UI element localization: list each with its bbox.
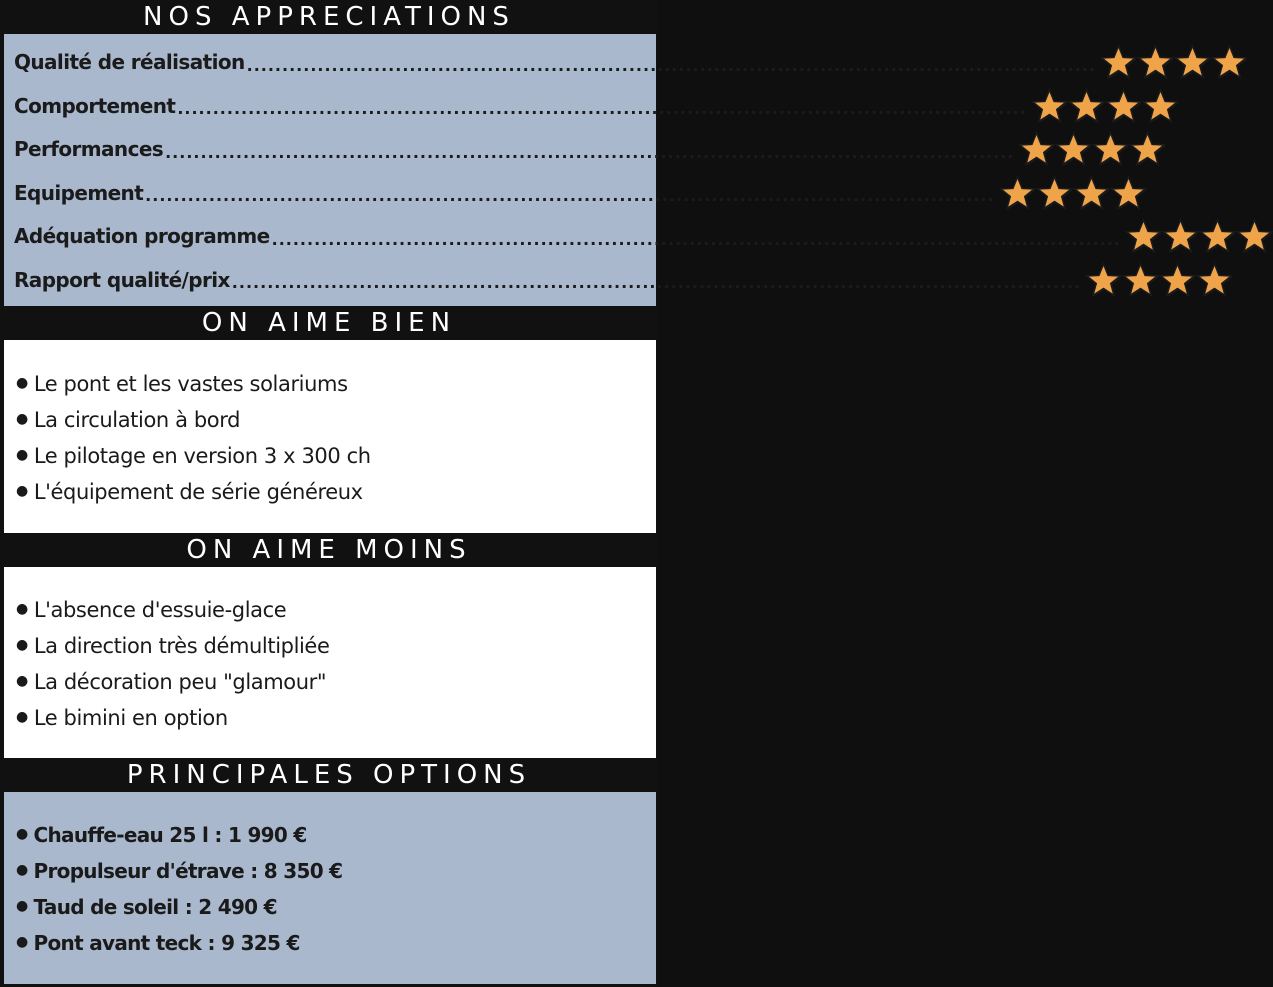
dotted-leader: ........................................................................................................................	[145, 186, 995, 205]
rating-row	[14, 42, 1096, 82]
on-aime-moins-panel	[4, 567, 656, 758]
on-aime-moins-list	[16, 592, 329, 736]
on-aime-bien-panel	[4, 340, 656, 533]
star-icon	[1073, 175, 1110, 211]
on-aime-bien-list	[16, 366, 371, 510]
bullet-dot: ●	[16, 826, 28, 842]
appreciations-title: NOS APPRECIATIONS	[143, 2, 515, 32]
bullet-dot: ●	[16, 447, 28, 463]
star-icon	[1122, 262, 1159, 298]
bullet-dot: ●	[16, 898, 28, 914]
dotted-leader: ........................................................................................................................	[231, 273, 1082, 292]
star-icon	[1142, 88, 1179, 124]
star-icon	[1125, 218, 1162, 254]
dotted-leader: ........................................................................................................................	[165, 142, 1015, 162]
star-icon	[1174, 44, 1211, 80]
list-item: ● Le pilotage en version 3 x 300 ch	[16, 444, 371, 468]
star-rating	[1031, 88, 1179, 124]
rating-label: Performances	[14, 137, 164, 161]
star-rating	[1085, 262, 1233, 298]
dotted-leader: ........................................................................................................................	[246, 55, 1096, 75]
bullet-dot: ●	[16, 375, 28, 391]
list-item: ● L'équipement de série généreux	[16, 480, 363, 504]
rating-row	[14, 129, 1015, 169]
star-icon	[1162, 218, 1199, 254]
rating-label: Rapport qualité/prix	[14, 267, 230, 292]
star-icon	[1018, 131, 1055, 167]
rating-label: Equipement	[14, 180, 144, 205]
list-item: ● Taud de soleil : 2 490 €	[16, 895, 277, 919]
rating-label: Qualité de réalisation	[14, 50, 245, 74]
star-icon	[1085, 262, 1122, 298]
bullet-dot: ●	[16, 709, 28, 725]
list-item: ● L'absence d'essuie-glace	[16, 598, 287, 622]
star-icon	[1110, 175, 1147, 211]
bullet-dot: ●	[16, 934, 28, 950]
star-icon	[1068, 88, 1105, 124]
star-icon	[1199, 218, 1236, 254]
star-rating	[1100, 44, 1248, 80]
on-aime-moins-title: ON AIME MOINS	[186, 535, 472, 565]
dotted-leader: ........................................................................................................................	[271, 229, 1121, 249]
rating-row	[14, 173, 995, 213]
list-item: ● Le bimini en option	[16, 706, 228, 730]
bullet-dot: ●	[16, 601, 28, 617]
star-rating	[999, 175, 1147, 211]
list-item: ● La direction très démultipliée	[16, 634, 330, 658]
principales-options-title: PRINCIPALES OPTIONS	[126, 760, 532, 790]
bullet-dot: ●	[16, 673, 28, 689]
list-item: ● Propulseur d'étrave : 8 350 €	[16, 859, 343, 883]
star-icon	[1105, 88, 1142, 124]
star-icon	[999, 175, 1036, 211]
rating-row	[14, 260, 1082, 300]
bullet-dot: ●	[16, 637, 28, 653]
star-icon	[1092, 131, 1129, 167]
list-item: ● Chauffe-eau 25 l : 1 990 €	[16, 823, 307, 847]
star-icon	[1159, 262, 1196, 298]
star-icon	[1031, 88, 1068, 124]
rating-row	[14, 86, 1027, 126]
star-icon	[1211, 44, 1248, 80]
rating-label: Comportement	[14, 93, 176, 118]
bullet-dot: ●	[16, 483, 28, 499]
on-aime-bien-title: ON AIME BIEN	[201, 308, 457, 338]
star-icon	[1196, 262, 1233, 298]
star-icon	[1236, 218, 1273, 254]
list-item: ● La circulation à bord	[16, 408, 241, 432]
principales-options-panel	[4, 792, 656, 984]
star-icon	[1100, 44, 1137, 80]
star-icon	[1137, 44, 1174, 80]
rating-row	[14, 216, 1121, 256]
principales-options-list	[16, 817, 342, 961]
star-icon	[1036, 175, 1073, 211]
list-item: ● Pont avant teck : 9 325 €	[16, 931, 300, 955]
dotted-leader: ........................................................................................................................	[177, 99, 1027, 118]
star-icon	[1129, 131, 1166, 167]
bullet-dot: ●	[16, 862, 28, 878]
star-icon	[1055, 131, 1092, 167]
star-rating	[1018, 131, 1166, 167]
bullet-dot: ●	[16, 411, 28, 427]
rating-label: Adéquation programme	[14, 224, 270, 248]
list-item: ● Le pont et les vastes solariums	[16, 372, 348, 396]
star-rating	[1125, 218, 1273, 254]
appreciations-panel	[4, 34, 1121, 306]
list-item: ● La décoration peu "glamour"	[16, 670, 327, 694]
